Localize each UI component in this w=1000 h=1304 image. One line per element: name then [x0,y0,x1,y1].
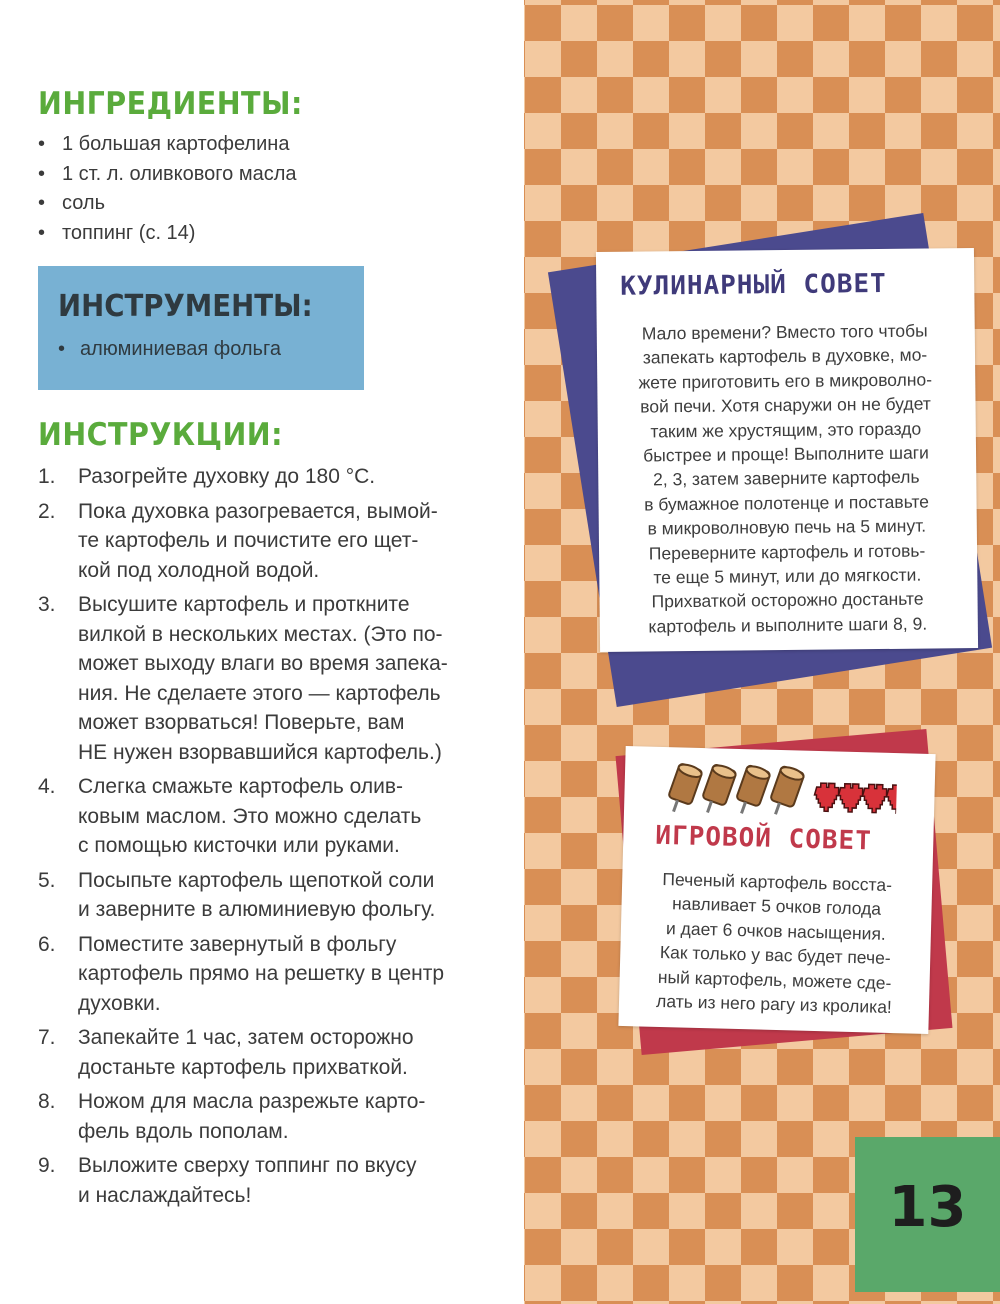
heart-icons [814,783,897,814]
list-item: • алюминиевая фольга [58,338,281,361]
ingredients-heading: ИНГРЕДИЕНТЫ: [38,86,303,122]
ingredients-list [38,130,297,248]
game-tip-card [618,746,935,1034]
cooking-tip-card [596,248,978,652]
list-item: • 1 ст. л. оливкового масла [38,160,297,190]
cooking-tip-text: Мало времени? Вместо того чтобы запекать картофель в духовке, мо- жете приготовить его в микроволно- вой печи. Хотя снаружи он не будет таким же хрустящим, это гораздо быстрее и проще! Выполните шаги 2, 3, затем заверните картофель в бумажное полотенце и поставьте в микроволновую печь на 5 минут. Переверните картофель и готовь- те еще 5 минут, или до мягкости. Прихваткой осторожно достаньте картофель и выполните шаги 8, 9. [638,320,933,637]
cooking-tip-title: КУЛИНАРНЫЙ СОВЕТ [620,268,887,302]
list-item: • соль [38,189,297,219]
step-item: 7. Запекайте 1 час, затем осторожно достаньте картофель прихваткой. [38,1026,414,1079]
hunger-icon [666,762,704,817]
page-number: 13 [888,1175,967,1240]
instructions-list [38,462,508,1215]
hunger-icons [666,761,898,831]
step-item: 9. Выложите сверху топпинг по вкусу и наслаждайтесь! [38,1154,417,1207]
game-tip-title: ИГРОВОЙ СОВЕТ [654,820,873,857]
step-item: 2. Пока духовка разогревается, вымой- те картофель и почистите его щет- кой под холодной водой. [38,499,438,582]
step-item: 1. Разогрейте духовку до 180 °С. [38,465,376,488]
step-item: 3. Высушите картофель и проткните вилкой в нескольких местах. (Это по- может выходу влаги во время запека- ния. Не сделаете этого — картофель может взорваться! Поверьте, вам НЕ нужен взорвавшийся картофель.) [38,593,448,764]
list-item: • 1 большая картофелина [38,130,297,160]
page-number-box [855,1137,1000,1292]
instructions-heading: ИНСТРУКЦИИ: [38,417,283,453]
step-item: 8. Ножом для масла разрежьте карто- фель вдоль пополам. [38,1090,426,1143]
game-tip-text: Печеный картофель восста- навливает 5 очков голода и дает 6 очков насыщения. Как только у вас будет пече- ный картофель, можете сде- лать из него рагу из кролика! [655,869,893,1018]
list-item: • топпинг (с. 14) [38,219,297,249]
tools-heading: ИНСТРУМЕНТЫ: [58,289,313,324]
tools-list [58,338,281,361]
tools-box [38,266,364,390]
step-item: 6. Поместите завернутый в фольгу картофель прямо на решетку в центр духовки. [38,932,445,1015]
step-item: 4. Слегка смажьте картофель олив- ковым маслом. Это можно сделать с помощью кисточки или руками. [38,775,422,857]
step-item: 5. Посыпьте картофель щепоткой соли и заверните в алюминиевую фольгу. [38,868,436,921]
